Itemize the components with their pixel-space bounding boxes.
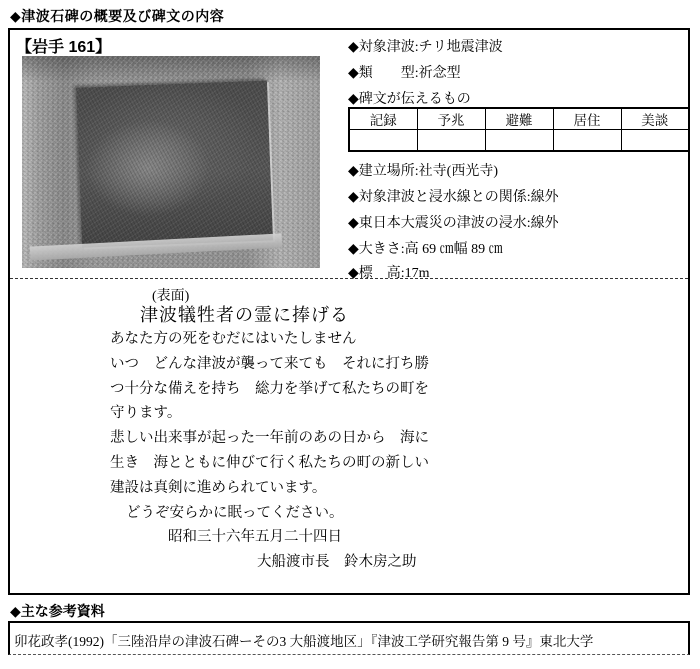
detail-elevation: ◆標 高:17m bbox=[348, 266, 430, 281]
table-value-row bbox=[349, 130, 689, 151]
reference-entry: 卯花政孝(1992)「三陸沿岸の津波石碑ーその3 大船渡地区」『津波工学研究報告第 9 号』東北大学 bbox=[14, 634, 594, 649]
table-cell-residence bbox=[553, 130, 621, 151]
references-heading: ◆主な参考資料 bbox=[10, 603, 105, 619]
inscription-line: 悲しい出来事が起った一年前のあの日から 海に bbox=[110, 430, 429, 447]
inscription-line: 守ります。 bbox=[110, 405, 182, 422]
inscription-body bbox=[110, 327, 429, 575]
table-header-anecdote: 美談 bbox=[621, 108, 689, 130]
references-box bbox=[8, 621, 690, 655]
detail-size: ◆大きさ:高 69 ㎝幅 89 ㎝ bbox=[348, 242, 503, 257]
table-header-row bbox=[349, 108, 689, 130]
inscription-line: いつ どんな津波が襲って来ても それに打ち勝 bbox=[110, 355, 429, 372]
section-divider bbox=[10, 278, 688, 279]
inscription-date: 昭和三十六年五月二十四日 bbox=[168, 529, 342, 546]
table-cell-omen bbox=[417, 130, 485, 151]
inscription-line: あなた方の死をむだにはいたしません bbox=[110, 331, 357, 347]
monument-id-label: 【岩手 161】 bbox=[16, 39, 112, 56]
monument-summary-box bbox=[8, 28, 690, 595]
inscription-title: 津波犠牲者の霊に捧げる bbox=[140, 305, 349, 325]
inscription-line: どうぞ安らかに眠ってください。 bbox=[126, 504, 344, 521]
detail-target-tsunami: ◆対象津波:チリ地震津波 bbox=[348, 40, 503, 55]
inscription-signature: 大船渡市長 鈴木房之助 bbox=[257, 554, 417, 571]
table-cell-record bbox=[349, 130, 417, 151]
page-title: ◆津波石碑の概要及び碑文の内容 bbox=[10, 8, 225, 24]
inscription-side-label: (表面) bbox=[152, 289, 190, 304]
table-header-omen: 予兆 bbox=[417, 108, 485, 130]
detail-monument-type: ◆類 型:祈念型 bbox=[348, 66, 461, 81]
inscription-line: つ十分な備えを持ち 総力を挙げて私たちの町を bbox=[110, 380, 429, 397]
table-cell-anecdote bbox=[621, 130, 689, 151]
monument-plaque bbox=[76, 80, 273, 247]
inscription-line: 建設は真剣に進められています。 bbox=[110, 479, 327, 496]
table-header-evacuation: 避難 bbox=[485, 108, 553, 130]
table-header-record: 記録 bbox=[349, 108, 417, 130]
detail-2011-inundation: ◆東日本大震災の津波の浸水:線外 bbox=[348, 216, 559, 231]
monument-photo bbox=[22, 56, 320, 268]
table-cell-evacuation bbox=[485, 130, 553, 151]
table-header-residence: 居住 bbox=[553, 108, 621, 130]
detail-inscription-tells: ◆碑文が伝えるもの bbox=[348, 92, 471, 107]
detail-location: ◆建立場所:社寺(西光寺) bbox=[348, 164, 498, 179]
detail-inundation-line: ◆対象津波と浸水線との関係:線外 bbox=[348, 190, 559, 205]
inscription-content-table bbox=[348, 107, 690, 152]
inscription-line: 生き 海とともに伸びて行く私たちの町の新しい bbox=[110, 454, 429, 471]
